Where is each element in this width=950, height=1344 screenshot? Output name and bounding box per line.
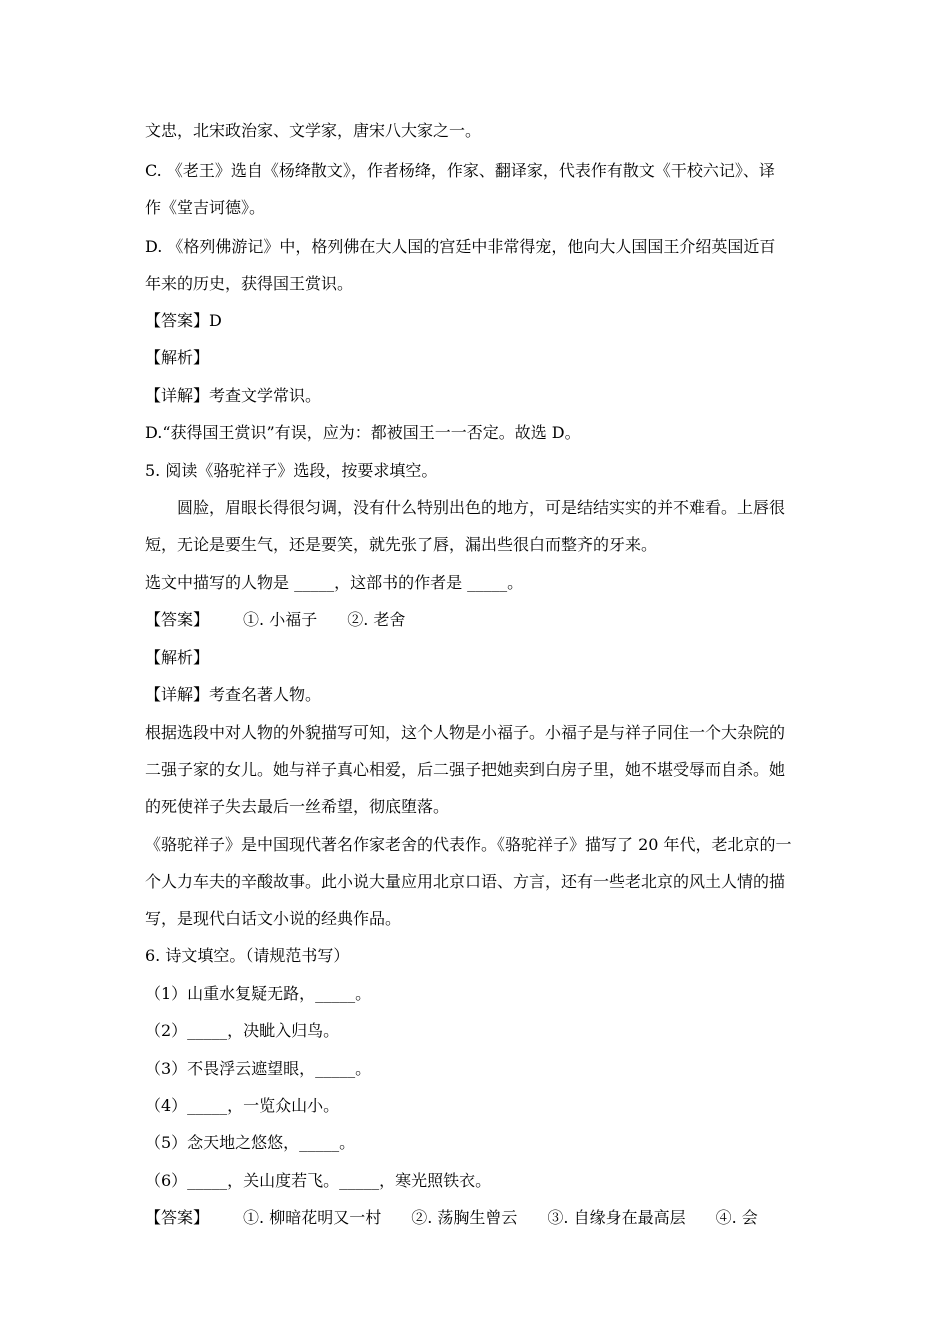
answer-item: ②. 荡胸生曾云 — [411, 1208, 518, 1227]
passage-line: 短，无论是要生气，还是要笑，就先张了唇，漏出些很白而整齐的牙来。 — [145, 535, 658, 554]
answer-item: ①. 小福子 — [243, 610, 318, 629]
option-c: C. 《老王》选自《杨绛散文》，作者杨绛，作家、翻译家，代表作有散文《干校六记》、译 — [145, 161, 775, 180]
detail-label: 【详解】考查文学常识。 — [145, 386, 322, 405]
text-line: D.“获得国王赏识”有误，应为：都被国王一一否定。故选 D。 — [145, 423, 581, 442]
answer-label: 【答案】 — [145, 1208, 210, 1227]
detail-label: 【详解】考查名著人物。 — [145, 685, 322, 704]
answer-item: ②. 老舍 — [347, 610, 406, 629]
poem-blank: （6）_____，关山度若飞。_____，寒光照铁衣。 — [145, 1171, 492, 1190]
poem-blank: （2）_____，决眦入归鸟。 — [145, 1021, 340, 1040]
text-line: 根据选段中对人物的外貌描写可知，这个人物是小福子。小福子是与祥子同住一个大杂院的 — [145, 723, 786, 742]
text-line: 《骆驼祥子》是中国现代著名作家老舍的代表作。《骆驼祥子》描写了 20 年代，老北京的一 — [145, 835, 792, 854]
text-line: 个人力车夫的辛酸故事。此小说大量应用北京口语、方言，还有一些老北京的风土人情的描 — [145, 872, 786, 891]
question-5-prompt: 选文中描写的人物是 _____，这部书的作者是 _____。 — [145, 573, 524, 592]
text-line: 写，是现代白话文小说的经典作品。 — [145, 909, 402, 928]
analysis-label: 【解析】 — [145, 648, 210, 667]
option-d: D. 《格列佛游记》中，格列佛在大人国的宫廷中非常得宠，他向大人国国王介绍英国近百 — [145, 237, 776, 256]
question-6-title: 6. 诗文填空。（请规范书写） — [145, 946, 350, 965]
poem-blank: （4）_____，一览众山小。 — [145, 1096, 340, 1115]
answer-item: ①. 柳暗花明又一村 — [243, 1208, 382, 1227]
poem-blank: （1）山重水复疑无路，_____。 — [145, 984, 372, 1003]
answer-item: ④. 会 — [715, 1208, 758, 1227]
answer-label: 【答案】D — [145, 311, 222, 330]
text-line: 文忠，北宋政治家、文学家，唐宋八大家之一。 — [145, 121, 482, 140]
text-line: 作《堂吉诃德》。 — [145, 198, 266, 217]
text-line: 二强子家的女儿。她与祥子真心相爱，后二强子把她卖到白房子里，她不堪受辱而自杀。她 — [145, 760, 786, 779]
question-5-title: 5. 阅读《骆驼祥子》选段，按要求填空。 — [145, 461, 438, 480]
text-line: 年来的历史，获得国王赏识。 — [145, 274, 354, 293]
passage-line: 圆脸，眉眼长得很匀调，没有什么特别出色的地方，可是结结实实的并不难看。上唇很 — [177, 498, 786, 517]
answer-label: 【答案】 — [145, 610, 210, 629]
poem-blank: （3）不畏浮云遮望眼，_____。 — [145, 1059, 372, 1078]
analysis-label: 【解析】 — [145, 348, 210, 367]
poem-blank: （5）念天地之悠悠，_____。 — [145, 1133, 356, 1152]
answer-row — [145, 608, 810, 632]
text-line: 的死使祥子失去最后一丝希望，彻底堕落。 — [145, 797, 450, 816]
answer-row — [145, 1206, 810, 1230]
answer-item: ③. 自缘身在最高层 — [547, 1208, 686, 1227]
